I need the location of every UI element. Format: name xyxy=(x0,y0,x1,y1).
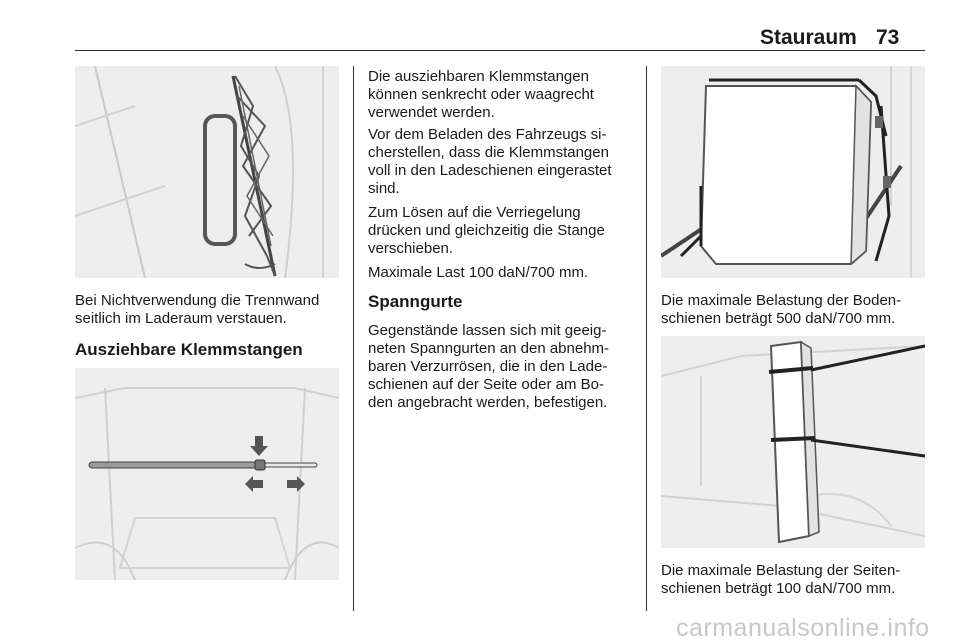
middle-para2-line: sind. xyxy=(368,180,400,197)
caption-floor-rails-line: Die maximale Belastung der Boden- xyxy=(661,292,902,309)
middle-para5-line: schienen auf der Seite oder am Bo- xyxy=(368,376,604,393)
middle-para1-line: können senkrecht oder waagrecht xyxy=(368,86,594,103)
caption-partition-line2: seitlich im Laderaum verstauen. xyxy=(75,310,287,327)
caption-side-rails-line: schienen beträgt 100 daN/700 mm. xyxy=(661,580,896,597)
middle-para5-line: Gegenstände lassen sich mit geeig- xyxy=(368,322,607,339)
figure-partition-net-stowed xyxy=(75,66,339,278)
column-divider-left xyxy=(353,66,354,611)
figure-extendable-rod xyxy=(75,368,339,580)
page-title: Stauraum xyxy=(760,26,857,49)
watermark: carmanualsonline.info xyxy=(676,614,930,642)
caption-partition-line1: Bei Nichtverwendung die Trennwand xyxy=(75,292,320,309)
middle-para5-line: neten Spanngurten an den abnehm- xyxy=(368,340,610,357)
floor-rails-illustration xyxy=(661,66,925,278)
caption-side-rails-line: Die maximale Belastung der Seiten- xyxy=(661,562,901,579)
middle-para2-line: Vor dem Beladen des Fahrzeugs si- xyxy=(368,126,607,143)
middle-para4: Maximale Last 100 daN/700 mm. xyxy=(368,264,589,281)
figure-floor-rails-box xyxy=(661,66,925,278)
middle-para3-line: Zum Lösen auf die Verriegelung xyxy=(368,204,581,221)
middle-para5-line: baren Verzurrösen, die in den Lade- xyxy=(368,358,608,375)
column-divider-right xyxy=(646,66,647,611)
heading-extendable-rods: Ausziehbare Klemmstangen xyxy=(75,340,303,359)
middle-para1-line: verwendet werden. xyxy=(368,104,495,121)
page-number: 73 xyxy=(876,26,900,49)
figure-side-rails-box xyxy=(661,336,925,548)
header-rule xyxy=(75,50,925,51)
middle-para5-line: den angebracht werden, befestigen. xyxy=(368,394,608,411)
caption-floor-rails-line: schienen beträgt 500 daN/700 mm. xyxy=(661,310,896,327)
middle-para3-line: verschieben. xyxy=(368,240,454,257)
middle-para3-line: drücken und gleichzeitig die Stange xyxy=(368,222,605,239)
middle-para2-line: cherstellen, dass die Klemmstangen xyxy=(368,144,609,161)
extendable-rod-illustration xyxy=(75,368,339,580)
middle-para1-line: Die ausziehbaren Klemmstangen xyxy=(368,68,589,85)
heading-lashing-straps: Spanngurte xyxy=(368,292,463,311)
partition-net-illustration xyxy=(75,66,339,278)
side-rails-illustration xyxy=(661,336,925,548)
middle-para2-line: voll in den Ladeschienen eingerastet xyxy=(368,162,612,179)
